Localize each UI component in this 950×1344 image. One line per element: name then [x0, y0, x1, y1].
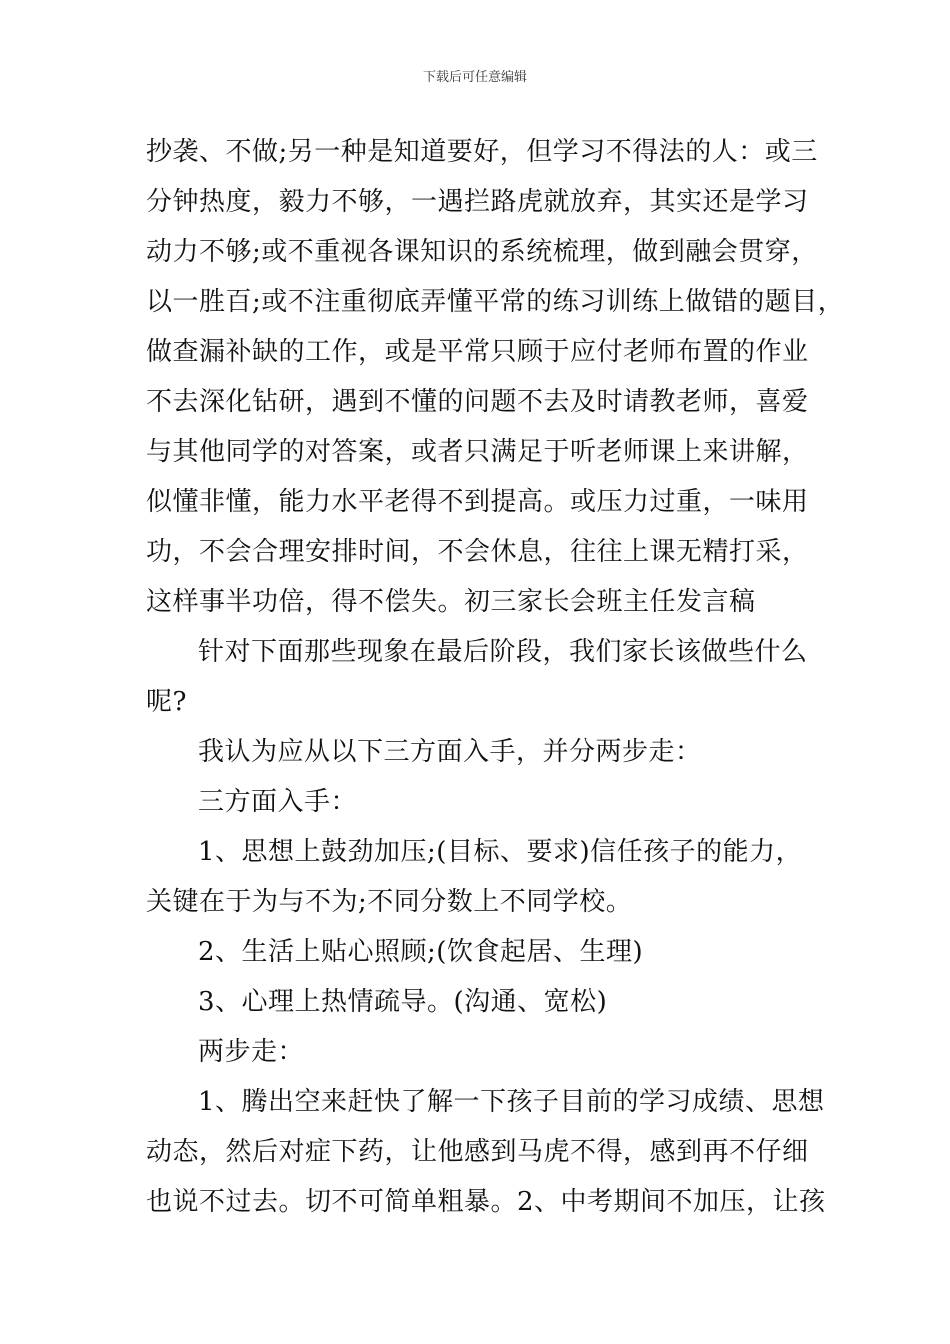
list-item-line: 1、思想上鼓劲加压;(目标、要求)信任孩子的能力，	[198, 837, 803, 867]
list-item-line: 1、腾出空来赶快了解一下孩子目前的学习成绩、思想	[198, 1087, 825, 1117]
text-line: 抄袭、不做;另一种是知道要好，但学习不得法的人：或三	[146, 137, 818, 167]
text-line: 关键在于为与不为;不同分数上不同学校。	[146, 887, 633, 917]
text-line: 功，不会合理安排时间，不会休息，往往上课无精打采，	[146, 537, 809, 567]
paragraph-start-line: 针对下面那些现象在最后阶段，我们家长该做些什么	[198, 637, 808, 667]
text-line: 动力不够;或不重视各课知识的系统梳理，做到融会贯穿，	[146, 237, 818, 267]
text-line: 不去深化钻研，遇到不懂的问题不去及时请教老师，喜爱	[146, 387, 809, 417]
text-line: 这样事半功倍，得不偿失。初三家长会班主任发言稿	[146, 587, 756, 617]
text-line: 以一胜百;或不注重彻底弄懂平常的练习训练上做错的题目，	[146, 287, 845, 317]
page-header: 下载后可任意编辑	[422, 70, 527, 85]
text-line: 也说不过去。切不可简单粗暴。2、中考期间不加压，让孩	[146, 1187, 826, 1217]
list-item-line: 2、生活上贴心照顾;(饮食起居、生理)	[198, 937, 644, 967]
text-line: 动态，然后对症下药，让他感到马虎不得，感到再不仔细	[146, 1137, 809, 1167]
section-heading: 三方面入手：	[198, 787, 358, 817]
section-heading: 两步走：	[198, 1037, 305, 1067]
list-item-line: 3、心理上热情疏导。(沟通、宽松)	[198, 987, 608, 1017]
text-line: 似懂非懂，能力水平老得不到提高。或压力过重，一味用	[146, 487, 809, 517]
paragraph-start-line: 我认为应从以下三方面入手，并分两步走：	[198, 737, 702, 767]
document-body	[146, 127, 845, 1227]
text-line: 呢?	[146, 687, 187, 717]
text-line: 分钟热度，毅力不够，一遇拦路虎就放弃，其实还是学习	[146, 187, 809, 217]
text-line: 做查漏补缺的工作，或是平常只顾于应付老师布置的作业	[146, 337, 809, 367]
text-line: 与其他同学的对答案，或者只满足于听老师课上来讲解，	[146, 437, 809, 467]
